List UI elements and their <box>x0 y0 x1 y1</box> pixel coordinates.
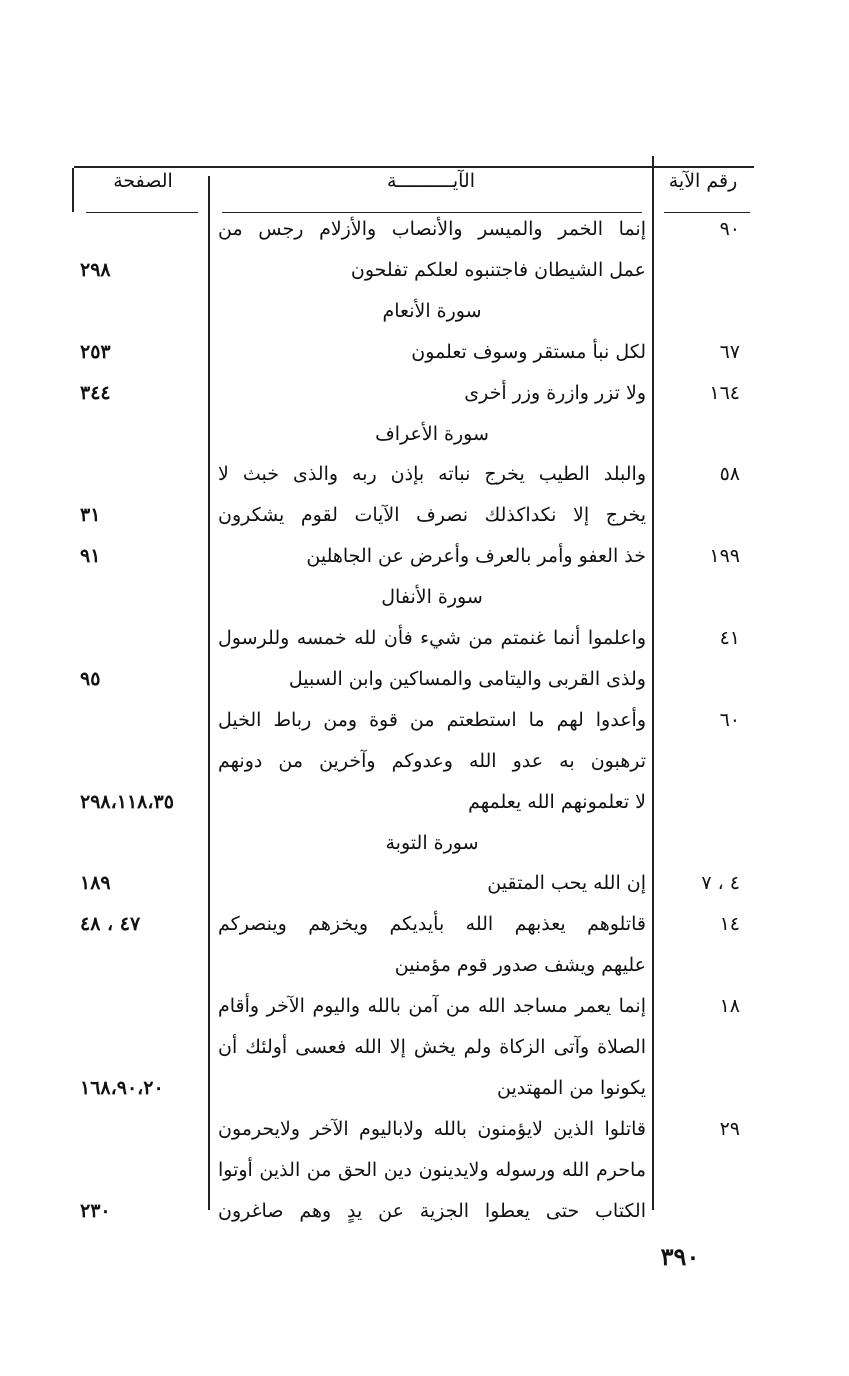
page-reference: ١٨٩ <box>80 872 111 895</box>
ayah-text: ولذى القربى واليتامى والمساكين وابن السبيل <box>288 667 646 690</box>
surah-heading: سورة الأنعام <box>382 299 482 322</box>
ayah-number: ٥٨ <box>719 463 740 486</box>
ayah-number: ١٦٤ <box>709 381 740 404</box>
surah-heading: سورة الأنفال <box>381 586 483 609</box>
ayah-number: ٤١ <box>719 627 740 649</box>
ayah-number: ١٤ <box>719 913 740 936</box>
header-page: الصفحة <box>113 170 173 192</box>
ayah-number: ٦٠ <box>719 708 740 731</box>
table-row <box>0 1200 849 1242</box>
table-row <box>0 832 849 874</box>
ayah-text: ترهبون به عدو الله وعدوكم وآخرين من دونهم <box>218 749 646 772</box>
table-row <box>0 463 849 505</box>
table-row <box>0 1036 849 1078</box>
table-row <box>0 423 849 465</box>
ayah-text: لا تعلمونهم الله يعلمهم <box>468 790 646 813</box>
table-row <box>0 300 849 342</box>
table-row <box>0 627 849 669</box>
table-row <box>0 218 849 260</box>
ayah-text: الصلاة وآتى الزكاة ولم يخش إلا الله فعسى أولئك أن <box>218 1036 646 1058</box>
table-row <box>0 709 849 751</box>
table-row <box>0 1159 849 1201</box>
header-ayah: الآيــــــــــة <box>387 170 475 192</box>
ayah-text: قاتلوا الذين لايؤمنون بالله ولاباليوم الآخر ولايحرمون <box>218 1117 646 1140</box>
table-row <box>0 341 849 383</box>
table-left-edge <box>72 168 74 212</box>
ayah-text: إنما يعمر مساجد الله من آمن بالله واليوم الآخر وأقام <box>218 995 646 1018</box>
table-row <box>0 259 849 301</box>
ayah-text: لكل نبأ مستقر وسوف تعلمون <box>411 340 646 363</box>
ayah-text: عليهم ويشف صدور قوم مؤمنين <box>394 954 646 977</box>
page-reference: ٣١ <box>80 504 101 527</box>
table-row <box>0 545 849 587</box>
ayah-number: ١٩٩ <box>709 545 740 568</box>
header-ayah-number: رقم الآية <box>668 170 738 192</box>
page-reference: ٢٩٨ <box>80 258 111 281</box>
ayah-text: وأعدوا لهم ما استطعتم من قوة ومن رباط الخيل <box>218 708 646 731</box>
header-underline-number <box>664 212 750 213</box>
table-row <box>0 791 849 833</box>
surah-heading: سورة الأعراف <box>375 422 489 445</box>
ayah-text: عمل الشيطان فاجتنبوه لعلكم تفلحون <box>350 258 646 281</box>
table-row <box>0 872 849 914</box>
table-row <box>0 913 849 955</box>
ayah-text: قاتلوهم يعذبهم الله بأيديكم ويخزهم وينصركم <box>218 913 646 936</box>
table-row <box>0 995 849 1037</box>
ayah-number: ١٨ <box>719 995 740 1018</box>
ayah-text: خذ العفو وأمر بالعرف وأعرض عن الجاهلين <box>306 545 646 568</box>
ayah-number: ٦٧ <box>719 340 740 363</box>
page-reference: ٢٩٨،١١٨،٣٥ <box>80 790 174 813</box>
ayah-text: ماحرم الله ورسوله ولايدينون دين الحق من الذين أوتوا <box>218 1158 646 1181</box>
table-row <box>0 586 849 628</box>
ayah-text: ولا تزر وازرة وزر أخرى <box>464 381 646 404</box>
page-reference: ٩١ <box>80 545 101 568</box>
page-reference: ٩٥ <box>80 667 101 690</box>
table-row <box>0 954 849 996</box>
table-row <box>0 1118 849 1160</box>
page-reference: ٢٥٣ <box>80 340 111 363</box>
header-underline-ayah <box>222 212 642 213</box>
page-reference: ٤٧ ، ٤٨ <box>80 913 141 936</box>
ayah-text: الكتاب حتى يعطوا الجزية عن يدٍ وهم صاغرون <box>218 1199 646 1222</box>
table-row <box>0 382 849 424</box>
ayah-text: إن الله يحب المتقين <box>487 872 646 895</box>
ayah-number: ٩٠ <box>719 218 740 240</box>
ayah-number: ٤ ، ٧ <box>701 872 740 895</box>
table-row <box>0 668 849 710</box>
table-row <box>0 504 849 546</box>
page-number: ٣٩٠ <box>660 1242 700 1271</box>
table-row <box>0 1077 849 1119</box>
ayah-text: يخرج إلا نكداكذلك نصرف الآيات لقوم يشكرون <box>218 504 646 527</box>
ayah-text: والبلد الطيب يخرج نباته بإذن ربه والذى خبث لا <box>218 463 646 486</box>
ayah-text: إنما الخمر والميسر والأنصاب والأزلام رجس من <box>218 218 646 240</box>
surah-heading: سورة التوبة <box>385 831 479 854</box>
page-reference: ٢٣٠ <box>80 1199 111 1222</box>
ayah-text: واعلموا أنما غنمتم من شيء فأن لله خمسه وللرسول <box>218 627 646 649</box>
ayah-number: ٢٩ <box>719 1117 740 1140</box>
page-reference: ١٦٨،٩٠،٢٠ <box>80 1076 164 1099</box>
page-reference: ٣٤٤ <box>80 381 111 404</box>
ayah-text: يكونوا من المهتدين <box>497 1076 646 1099</box>
table-row <box>0 750 849 792</box>
header-underline-page <box>86 212 198 213</box>
